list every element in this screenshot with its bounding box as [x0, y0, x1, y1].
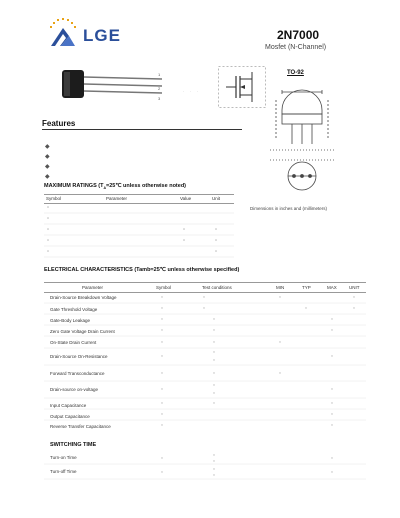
- electrical-grid: [44, 292, 366, 432]
- max-ratings-title: MAXIMUM RATINGS ($T_A=25℃$ unless otherwise noted): [44, 183, 187, 191]
- param-label: Turn-off Time: [50, 469, 77, 474]
- max-ratings-header-row: Symbol Parameter Value Unit: [44, 194, 234, 204]
- dimensions-note: Dimensions in inches and (millimeters): [250, 206, 328, 211]
- max-ratings-body: [44, 202, 234, 262]
- bullet-icon: ◆: [45, 164, 50, 170]
- bullet-icon: ◆: [45, 154, 50, 160]
- feature-item: [45, 165, 50, 180]
- features-list: [45, 135, 50, 180]
- switching-grid: [44, 452, 366, 482]
- param-label: On-State Drain Current: [50, 340, 97, 345]
- package-outline-drawing: [266, 80, 338, 200]
- electrical-body: [44, 292, 366, 432]
- brand-logo: [47, 18, 137, 48]
- features-underline: [42, 129, 242, 130]
- param-label: Reverse Transfer Capacitance: [50, 424, 111, 429]
- svg-text:2: 2: [158, 86, 161, 91]
- svg-text:3: 3: [158, 96, 161, 101]
- part-subtitle: Mosfet (N-Channel): [265, 44, 327, 51]
- electrical-title: ELECTRICAL CHARACTERISTICS (Tamb=25℃ unless otherwise specified): [44, 267, 240, 273]
- param-label: Forward Transconductance: [50, 371, 105, 376]
- part-number: 2N7000: [277, 28, 320, 42]
- dots: ...: [183, 88, 205, 93]
- feature-item: [45, 145, 50, 160]
- param-label: Gate-Body Leakage: [50, 318, 91, 323]
- param-label: Input Capacitance: [50, 403, 87, 408]
- switching-body: [44, 452, 366, 482]
- param-label: Drain-Source On-Resistance: [50, 354, 108, 359]
- param-label: Output Capacitance: [50, 414, 90, 419]
- transistor-photo: [62, 68, 172, 108]
- param-label: Drain-Source Breakdown Voltage: [50, 295, 117, 300]
- features-title: Features: [42, 119, 76, 128]
- feature-item: [45, 135, 50, 150]
- logo-emblem-icon: [47, 18, 79, 48]
- brand-name: LGE: [83, 26, 121, 45]
- param-label: Turn-on Time: [50, 455, 77, 460]
- package-label: TO-92: [287, 70, 304, 76]
- param-label: Zero Gate Voltage Drain Current: [50, 329, 115, 334]
- mosfet-symbol: [218, 66, 266, 108]
- electrical-header-row: Parameter Symbol Test conditions MIN TYP MAX UNIT: [44, 282, 366, 293]
- switching-title: SWITCHING TIME: [50, 442, 97, 448]
- param-label: Drain-source on-voltage: [50, 387, 99, 392]
- bullet-icon: ◆: [45, 174, 50, 180]
- bullet-icon: ◆: [45, 144, 50, 150]
- svg-text:1: 1: [158, 72, 161, 77]
- feature-item: [45, 155, 50, 170]
- param-label: Gate Threshold Voltage: [50, 307, 98, 312]
